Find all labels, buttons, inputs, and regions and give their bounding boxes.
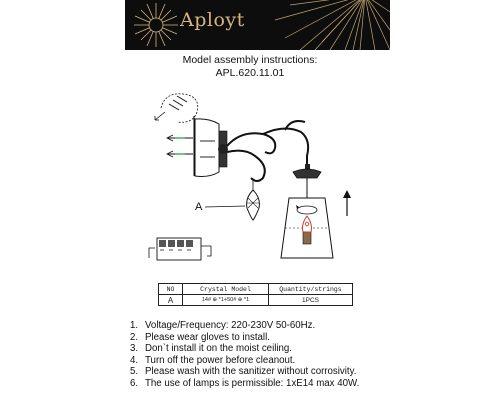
- brand-header: [125, 0, 390, 50]
- list-item: [130, 378, 490, 390]
- wall-plate-icon: [167, 116, 228, 177]
- terminal-block-icon: [149, 238, 211, 260]
- model-number: APL.620.11.01: [215, 67, 285, 79]
- item-number: 5.: [130, 366, 139, 378]
- crystal-pendant-icon: [247, 180, 260, 220]
- item-number: 6.: [130, 377, 139, 389]
- cell-no: A: [159, 295, 183, 306]
- list-item: [130, 332, 490, 344]
- crystal-spec-table: [158, 283, 353, 306]
- sun-logo-icon: [133, 0, 179, 50]
- list-item: [130, 366, 490, 378]
- item-number: 2.: [130, 331, 139, 343]
- brand-name: Aployt: [180, 9, 245, 31]
- item-number: 1.: [130, 320, 139, 331]
- cell-quantity: 1PCS: [269, 295, 353, 306]
- lamp-holder: [293, 164, 321, 198]
- cell-crystal-model: 14# ⊕ *1+50# ⊕ *1: [183, 295, 269, 306]
- instruction-list: [130, 320, 490, 390]
- item-text: Turn off the power before cleanout.: [145, 354, 296, 366]
- item-number: 4.: [130, 354, 139, 366]
- title-heading: Model assembly instructions:: [182, 54, 318, 66]
- document-title: [0, 54, 500, 80]
- item-text: Voltage/Frequency: 220-230V 50-60Hz.: [145, 320, 316, 331]
- item-text: Please wash with the sanitizer without corrosivity.: [145, 366, 357, 378]
- part-label: A: [195, 201, 203, 213]
- table-header-row: [159, 284, 353, 295]
- light-burst-icon: [270, 0, 390, 50]
- screw-mount-icon: [155, 94, 198, 123]
- up-arrow-icon: [343, 190, 351, 216]
- assembly-drawing: [145, 86, 370, 276]
- table-row: [159, 295, 353, 306]
- list-item: [130, 320, 490, 332]
- item-text: Please wear gloves to install.: [145, 331, 270, 343]
- item-number: 3.: [130, 343, 139, 355]
- item-text: The use of lamps is permissible: 1xE14 max 40W.: [145, 377, 360, 389]
- header-quantity: Quantity/strings: [269, 284, 353, 295]
- header-crystal-model: Crystal Model: [183, 284, 269, 295]
- list-item: [130, 355, 490, 367]
- item-text: Don`t install it on the moist ceiling.: [145, 343, 292, 355]
- header-no: NO: [159, 284, 183, 295]
- list-item: [130, 343, 490, 355]
